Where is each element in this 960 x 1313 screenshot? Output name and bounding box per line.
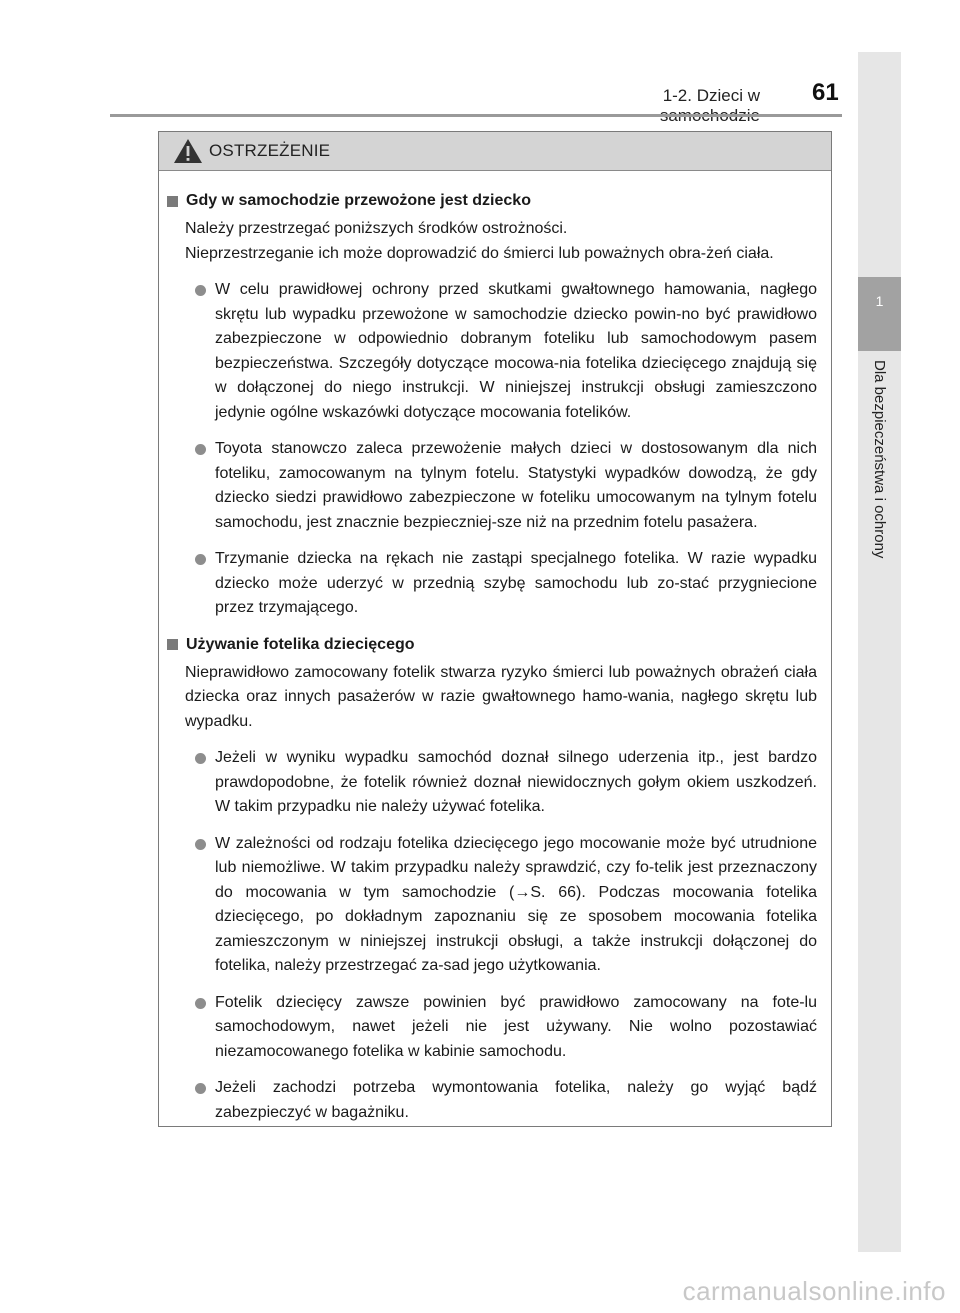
warning-title: OSTRZEŻENIE <box>209 141 331 160</box>
square-bullet-icon <box>167 639 178 650</box>
section-intro: Nieprawidłowo zamocowany fotelik stwarza ryzyko śmierci lub poważnych obrażeń ciała dziecka oraz innych pasażerów w razie gwałtownego hamo-wania, nagłego skrętu lub wypadku. <box>185 663 817 730</box>
list-item-text: W zależności od rodzaju fotelika dziecięcego jego mocowanie może być utrudnione lub niemożliwe. W takim przypadku należy sprawdzić, czy fo-telik jest przeznaczony do mocowania w tym samochodzie (→S. 66). Podczas mocowania fotelika dziecięcego, po dokładnym zapoznaniu się ze sposobem mocowania fotelika zamieszczonym w niniejszej instrukcji obsługi, a także instrukcji dołączonej do fotelika, należy przestrzegać za-sad jego użytkowania. <box>215 834 817 974</box>
section-heading <box>167 189 817 213</box>
list-item <box>195 991 817 1065</box>
round-bullet-icon <box>195 554 206 565</box>
round-bullet-icon <box>195 839 206 850</box>
list-item <box>195 547 817 621</box>
chapter-side-strip <box>858 52 901 1252</box>
section-heading <box>167 633 817 657</box>
section-intro: Należy przestrzegać poniższych środków ostrożności. Nieprzestrzeganie ich może doprowadzić do śmierci lub poważnych obra-żeń ciała. <box>185 220 774 262</box>
list-item-text: Fotelik dziecięcy zawsze powinien być prawidłowo zamocowany na fote-lu samochodowym, nawet jeżeli nie jest używany. Nie wolno pozostawiać niezamocowanego fotelika w kabinie samochodu. <box>215 993 817 1060</box>
list-item-text: Jeżeli zachodzi potrzeba wymontowania fotelika, należy go wyjąć bądź zabezpieczyć w bagażniku. <box>215 1079 817 1121</box>
list-item <box>195 278 817 425</box>
chapter-number-tab <box>858 277 901 351</box>
section-title: 1-2. Dzieci w <box>662 86 760 105</box>
round-bullet-icon <box>195 753 206 764</box>
list-item-text: Jeżeli w wyniku wypadku samochód doznał silnego uderzenia itp., jest bardzo prawdopodobne, że fotelik również doznał niewidocznych gołym okiem uszkodzeń. W takim przypadku nie należy używać fotelika. <box>215 749 817 815</box>
warning-header <box>159 132 831 171</box>
warning-triangle-icon <box>173 138 203 164</box>
section-heading-text: Gdy w samochodzie przewożone jest dziecko <box>186 192 531 209</box>
warning-box <box>158 131 832 1127</box>
list-item <box>195 746 817 820</box>
chapter-number: 1 <box>875 293 884 309</box>
page-number: 61 <box>812 79 839 106</box>
list-item-text: Toyota stanowczo zaleca przewożenie małych dzieci w dostosowanym dla nich foteliku, zamocowanym na tylnym fotelu. Statystyki wypadków dowodzą, że gdy dziecko siedzi prawidłowo zabezpieczone w foteliku umocowanym na tylnym fotelu samochodu, jest znacznie bezpieczniej-sze niż na przednim fotelu pasażera. <box>215 440 817 531</box>
watermark: carmanualsonline.info <box>682 1276 946 1306</box>
warning-content <box>159 171 831 1125</box>
list-item <box>195 1076 817 1125</box>
section-heading-text: Używanie fotelika dziecięcego <box>186 635 415 653</box>
list-item-text: W celu prawidłowej ochrony przed skutkami gwałtownego hamowania, nagłego skrętu lub wypadku przewożone w samochodzie dziecko powin-no być prawidłowo zabezpieczone w odpowiednio dobranym foteliku lub samochodowym pasem bezpieczeństwa. Szczegóły dotyczące mocowa-nia fotelika dziecięcego znajdują się w dołączonej do niego instrukcji. W niniejszej instrukcji obsługi zamieszczono jedynie ogólne wskazówki dotyczące mocowania fotelików. <box>215 281 817 421</box>
round-bullet-icon <box>195 444 206 455</box>
list-item <box>195 832 817 979</box>
round-bullet-icon <box>195 285 206 296</box>
list-item <box>195 437 817 535</box>
header-divider <box>110 114 842 117</box>
square-bullet-icon <box>167 196 178 207</box>
round-bullet-icon <box>195 998 206 1009</box>
list-item-text: Trzymanie dziecka na rękach nie zastąpi specjalnego fotelika. W razie wypadku dziecko może uderzyć w przednią szybę samochodu lub zo-stać przygniecione przez trzymającego. <box>215 550 817 616</box>
round-bullet-icon <box>195 1083 206 1094</box>
chapter-title: Dla bezpieczeństwa i ochrony <box>871 360 888 559</box>
